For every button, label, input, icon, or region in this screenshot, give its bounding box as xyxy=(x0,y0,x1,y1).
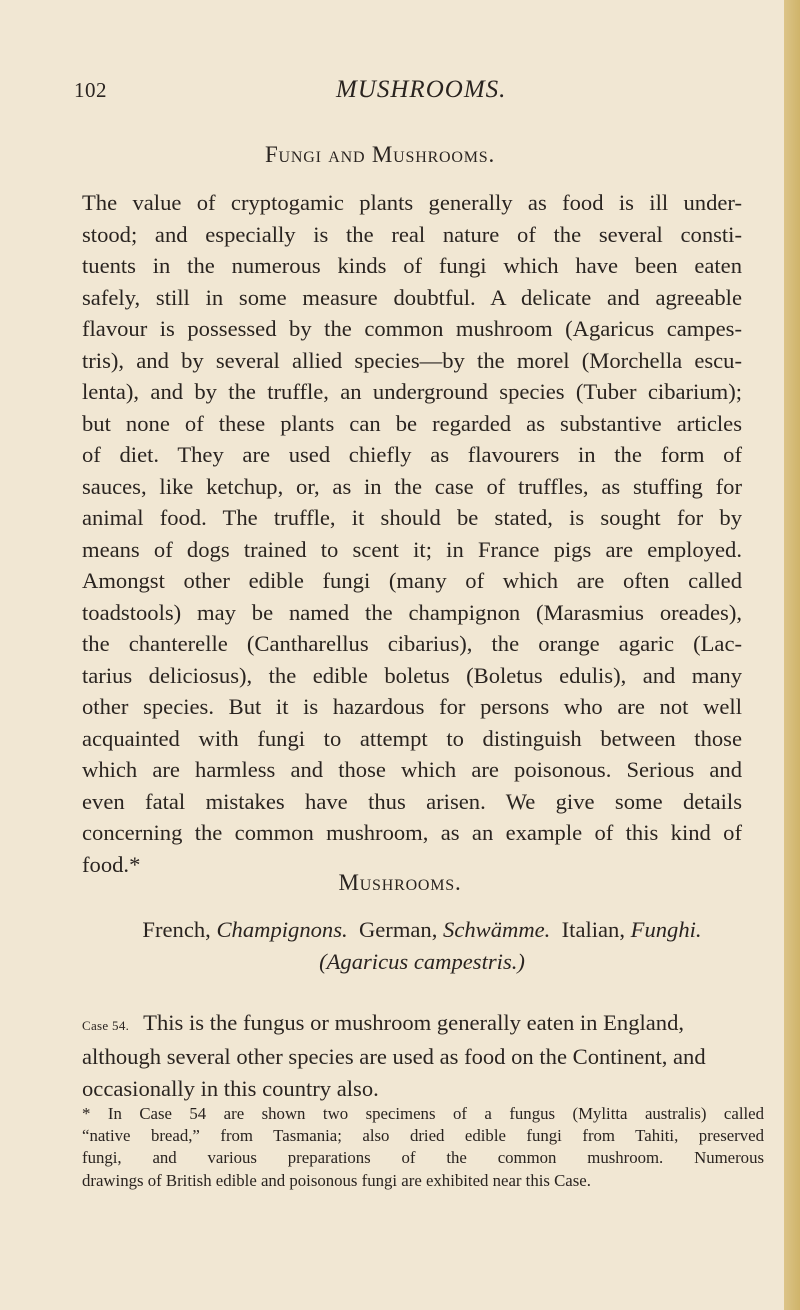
italian-label: Italian, xyxy=(561,917,625,942)
running-title: MUSHROOMS. xyxy=(336,76,507,103)
paragraph-line: other species. But it is hazardous for persons who are not well xyxy=(82,694,742,719)
footnote-line: * In Case 54 are shown two specimens of a fungus (Mylitta australis) called xyxy=(82,1104,764,1123)
running-head xyxy=(74,74,764,114)
paragraph-line: lenta), and by the truffle, an underground species (Tuber cibarium); xyxy=(82,379,742,404)
paragraph-line: tarius deliciosus), the edible boletus (Boletus edulis), and many xyxy=(82,662,742,688)
paragraph-line: animal food. The truffle, it should be stated, is sought for by xyxy=(82,505,742,530)
paragraph-line: means of dogs trained to scent it; in France pigs are employed. xyxy=(82,536,742,562)
paragraph-line: but none of these plants can be regarded as substantive articles xyxy=(82,410,742,436)
footnote xyxy=(82,1103,764,1192)
common-names xyxy=(82,914,762,978)
footnote-line: fungi, and various preparations of the common mushroom. Numerous xyxy=(82,1148,764,1168)
case-text: This is the fungus or mushroom generally eaten in England, although several other species are used as food on the Continent, and occasionally in this country also. xyxy=(82,1009,706,1101)
paragraph-line: food.* xyxy=(82,851,141,877)
section-heading: Fungi and Mushrooms. xyxy=(264,142,496,167)
german-label: German, xyxy=(358,917,438,942)
paragraph-line: safely, still in some measure doubtful. A delicate and agreeable xyxy=(82,284,742,310)
paragraph-line: sauces, like ketchup, or, as in the case of truffles, as stuffing for xyxy=(82,473,742,499)
french-label: French, xyxy=(142,917,211,942)
paragraph-line: of diet. They are used chiefly as flavourers in the form of xyxy=(82,442,742,467)
french-name: Champignons. xyxy=(216,917,348,942)
page-edge xyxy=(784,0,800,1310)
paragraph-line: The value of cryptogamic plants generally as food is ill under- xyxy=(82,190,742,215)
latin-name: (Agaricus campestris.) xyxy=(319,949,525,974)
names-line xyxy=(82,914,762,946)
paragraph-line: concerning the common mushroom, as an example of this kind of xyxy=(82,820,742,845)
paragraph-line: tuents in the numerous kinds of fungi which have been eaten xyxy=(82,253,742,278)
footnote-line: “native bread,” from Tasmania; also dried edible fungi from Tahiti, preserved xyxy=(82,1126,764,1146)
paragraph-line: even fatal mistakes have thus arisen. We give some details xyxy=(82,788,742,814)
footnote-line: drawings of British edible and poisonous fungi are exhibited near this Case. xyxy=(82,1170,591,1190)
main-paragraph xyxy=(82,187,742,880)
paragraph-line: the chanterelle (Cantharellus cibarius), the orange agaric (Lac- xyxy=(82,631,742,656)
paragraph-line: stood; and especially is the real nature of the several consti- xyxy=(82,221,742,247)
german-name: Schwämme. xyxy=(443,917,551,942)
paragraph-line: flavour is possessed by the common mushroom (Agaricus campes- xyxy=(82,316,742,341)
case-label: Case 54. xyxy=(82,1017,130,1033)
paragraph-line: which are harmless and those which are poisonous. Serious and xyxy=(82,757,742,782)
subheading: Mushrooms. xyxy=(338,870,462,895)
italian-name: Funghi. xyxy=(630,917,702,942)
page-number: 102 xyxy=(74,78,107,102)
paragraph-line: tris), and by several allied species—by the morel (Morchella escu- xyxy=(82,347,742,373)
paragraph-line: acquainted with fungi to attempt to distinguish between those xyxy=(82,725,742,751)
paragraph-line: toadstools) may be named the champignon (Marasmius oreades), xyxy=(82,599,742,625)
paragraph-line: Amongst other edible fungi (many of which are often called xyxy=(82,568,742,593)
